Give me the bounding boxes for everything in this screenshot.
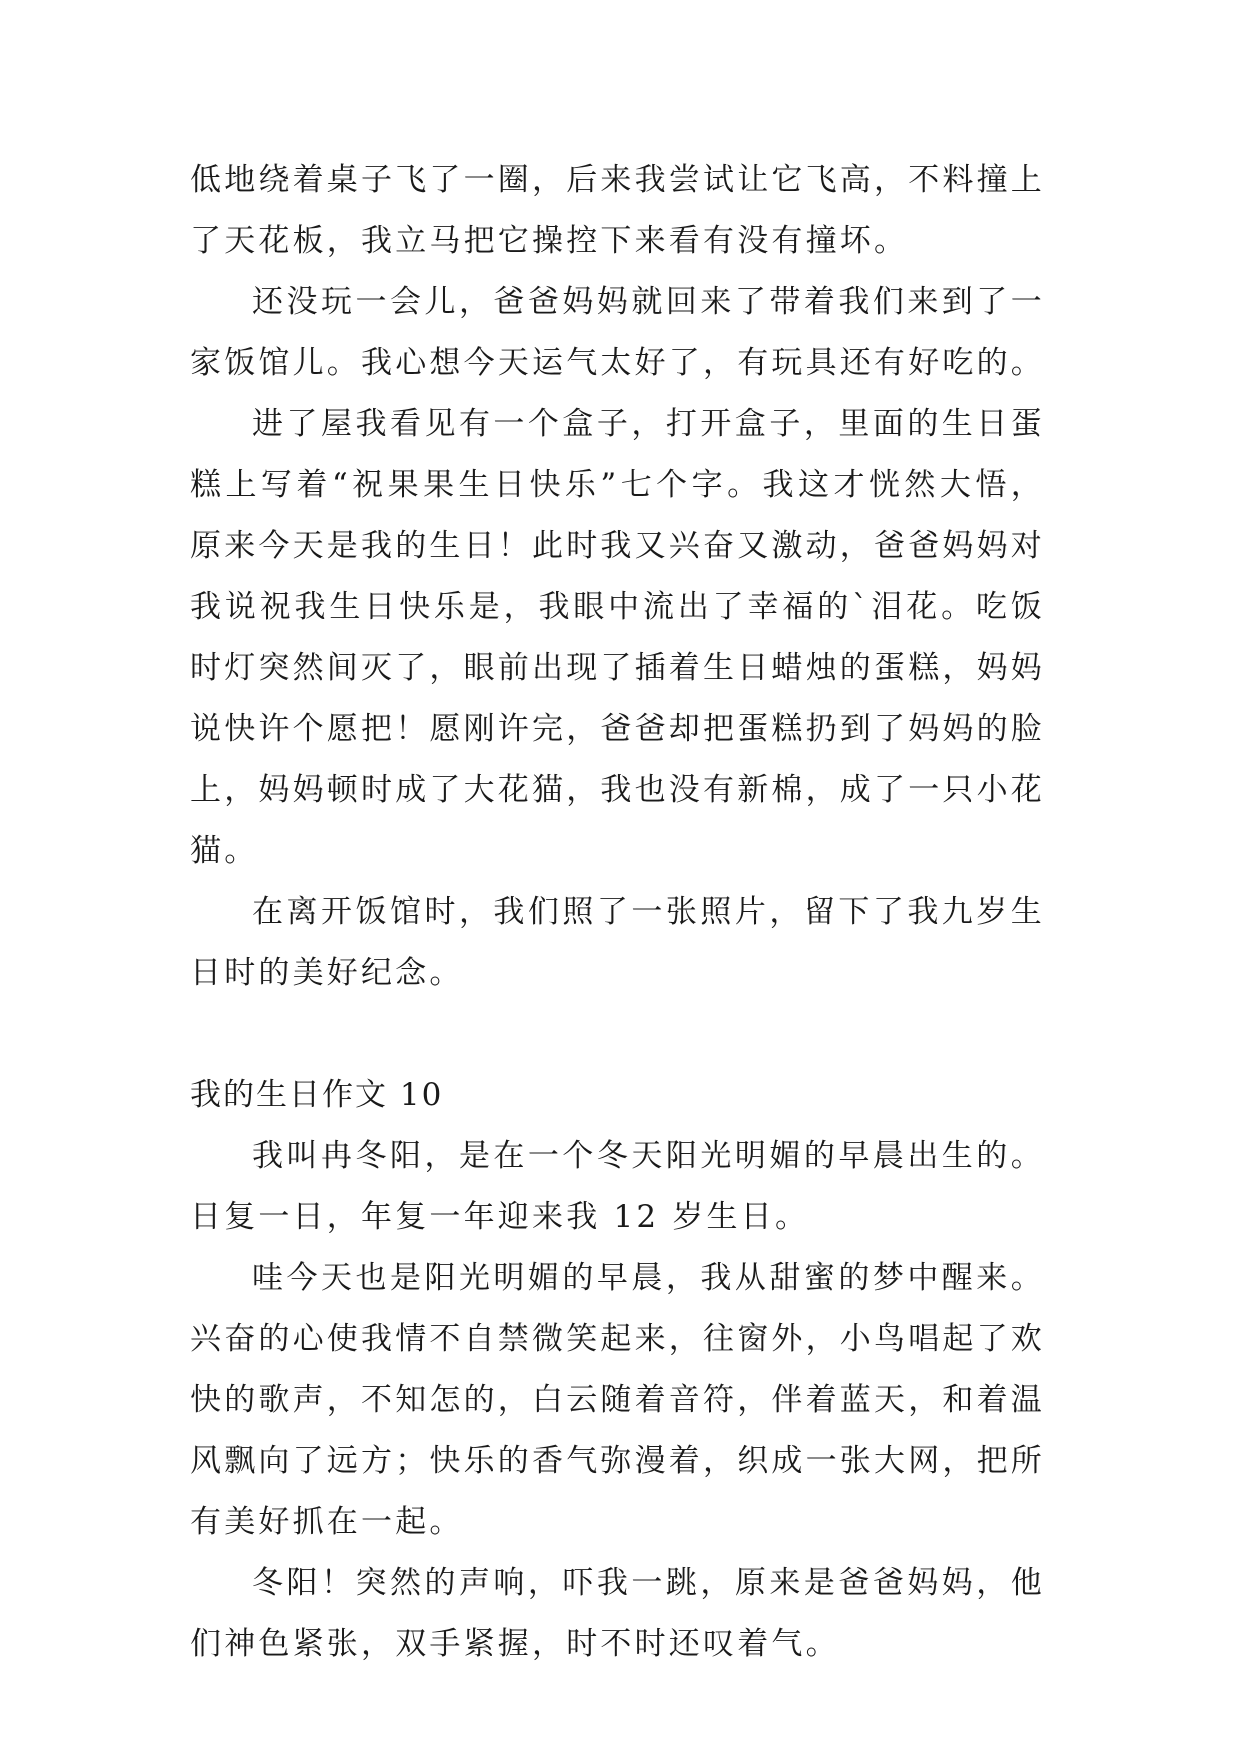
paragraph: 在离开饭馆时，我们照了一张照片，留下了我九岁生日时的美好纪念。 — [190, 894, 1045, 991]
paragraph: 我叫冉冬阳，是在一个冬天阳光明媚的早晨出生的。日复一日，年复一年迎来我 12 岁生日。 — [190, 1138, 1045, 1235]
paragraph: 冬阳！突然的声响，吓我一跳，原来是爸爸妈妈，他们神色紧张，双手紧握，时不时还叹着气。 — [190, 1565, 1045, 1662]
paragraph: 哇今天也是阳光明媚的早晨，我从甜蜜的梦中醒来。兴奋的心使我情不自禁微笑起来，往窗外，小鸟唱起了欢快的歌声，不知怎的，白云随着音符，伴着蓝天，和着温风飘向了远方；快乐的香气弥漫着，织成一张大网，把所有美好抓在一起。 — [190, 1260, 1045, 1540]
document-body — [190, 150, 1045, 1675]
paragraph: 还没玩一会儿，爸爸妈妈就回来了带着我们来到了一家饭馆儿。我心想今天运气太好了，有玩具还有好吃的。 — [190, 284, 1045, 381]
paragraph: 进了屋我看见有一个盒子，打开盒子，里面的生日蛋糕上写着“祝果果生日快乐”七个字。我这才恍然大悟，原来今天是我的生日！此时我又兴奋又激动，爸爸妈妈对我说祝我生日快乐是，我眼中流出了幸福的`泪花。吃饭时灯突然间灭了，眼前出现了插着生日蜡烛的蛋糕，妈妈说快许个愿把！愿刚许完，爸爸却把蛋糕扔到了妈妈的脸上，妈妈顿时成了大花猫，我也没有新棉，成了一只小花猫。 — [190, 406, 1045, 869]
essay-heading: 我的生日作文 10 — [190, 1077, 444, 1113]
paragraph-continued: 低地绕着桌子飞了一圈，后来我尝试让它飞高，不料撞上了天花板，我立马把它操控下来看有没有撞坏。 — [190, 162, 1045, 259]
